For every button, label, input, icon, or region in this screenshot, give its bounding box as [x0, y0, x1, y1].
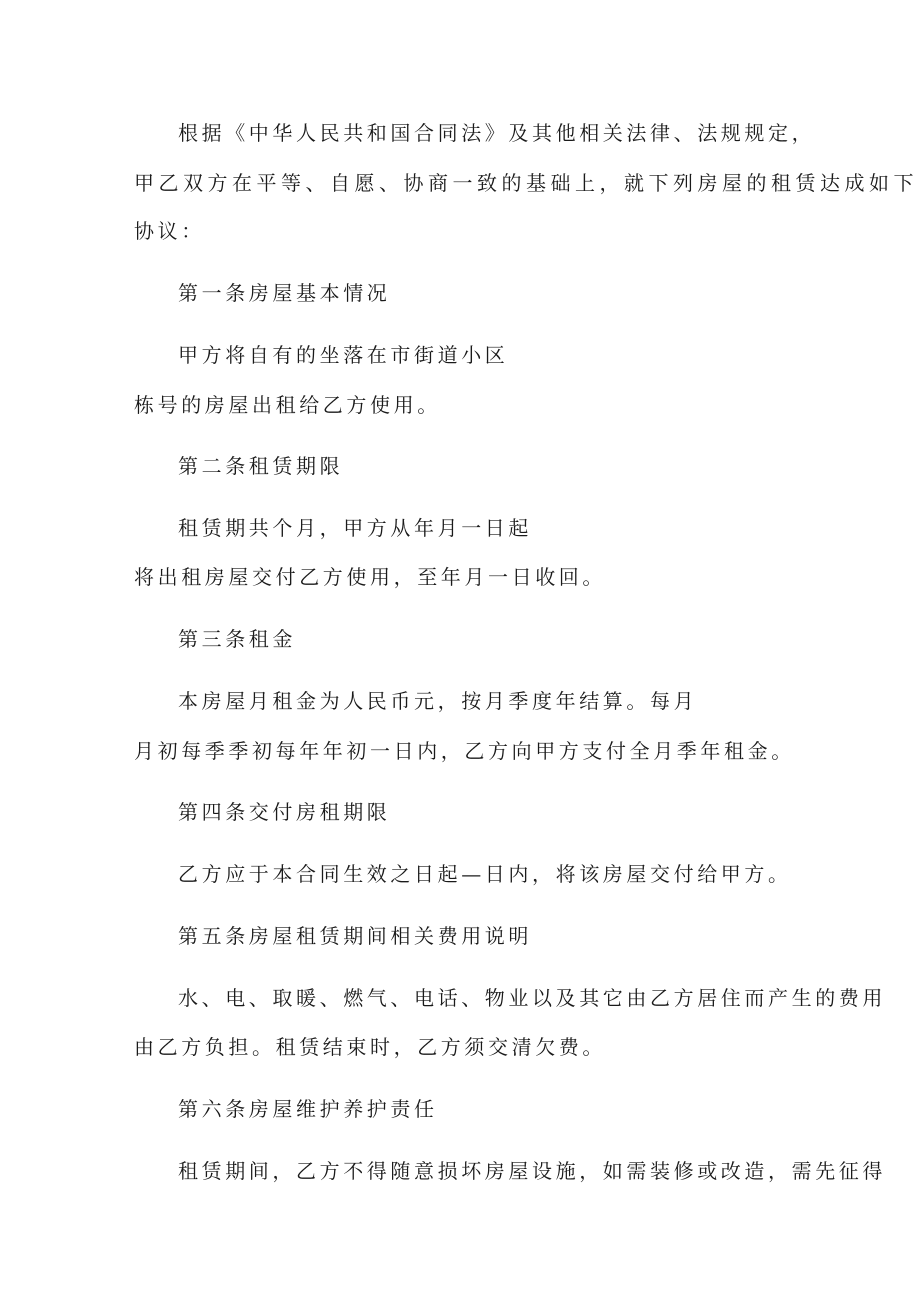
article-1-heading: 第一条房屋基本情况: [178, 281, 391, 305]
article-4-body-line-1: 乙方应于本合同生效之日起—日内，将该房屋交付给甲方。: [178, 862, 792, 886]
article-5-body-line-1: 水、电、取暖、燃气、电话、物业以及其它由乙方居住而产生的费用: [178, 986, 886, 1010]
article-3-heading: 第三条租金: [178, 627, 296, 651]
article-6-body-line-1: 租赁期间，乙方不得随意损坏房屋设施，如需装修或改造，需先征得: [178, 1159, 886, 1183]
article-5-body-line-2: 由乙方负担。租赁结束时，乙方须交清欠费。: [134, 1035, 606, 1059]
article-2-heading: 第二条租赁期限: [178, 454, 344, 478]
article-5-heading: 第五条房屋租赁期间相关费用说明: [178, 924, 532, 948]
intro-line-3: 协议：: [134, 219, 205, 243]
intro-line-1: 根据《中华人民共和国合同法》及其他相关法律、法规规定，: [178, 121, 816, 145]
article-1-body-line-2: 栋号的房屋出租给乙方使用。: [134, 393, 441, 417]
article-3-body-line-1: 本房屋月租金为人民币元，按月季度年结算。每月: [178, 689, 698, 713]
intro-line-2: 甲乙双方在平等、自愿、协商一致的基础上，就下列房屋的租赁达成如下: [134, 171, 918, 195]
article-3-body-line-2: 月初每季季初每年年初一日内，乙方向甲方支付全月季年租金。: [134, 739, 795, 763]
article-4-heading: 第四条交付房租期限: [178, 800, 391, 824]
article-6-heading: 第六条房屋维护养护责任: [178, 1097, 438, 1121]
article-1-body-line-1: 甲方将自有的坐落在市街道小区: [178, 343, 509, 367]
article-2-body-line-1: 租赁期共个月，甲方从年月一日起: [178, 516, 532, 540]
article-2-body-line-2: 将出租房屋交付乙方使用，至年月一日收回。: [134, 565, 606, 589]
